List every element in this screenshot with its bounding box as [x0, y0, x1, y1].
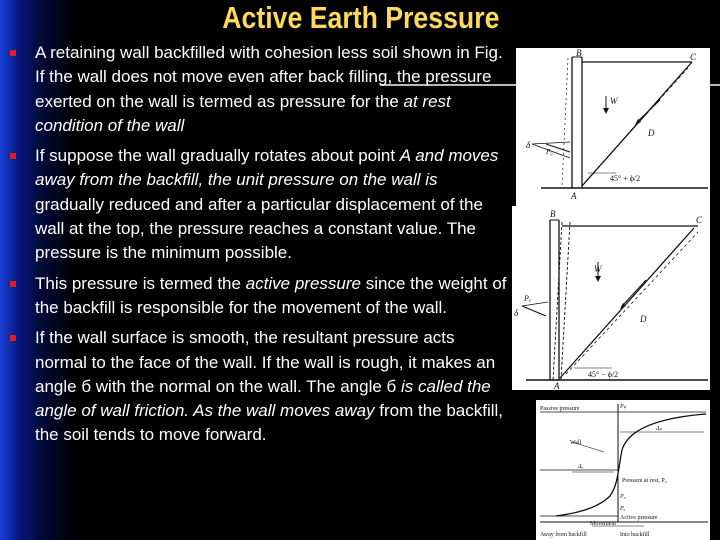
- fig1-label-p0: P₀: [546, 148, 553, 156]
- bullet-text: since the weight of the backfill is responsible for the movement of the wall.: [35, 273, 507, 317]
- bullet-item: [8, 272, 508, 321]
- fig1-label-w: W: [610, 96, 618, 106]
- fig1-label-angle: 45° + ϕ/2: [610, 174, 641, 183]
- fig3-label-da: Δₐ: [578, 464, 584, 470]
- bullet-text-italic: A and moves away from the backfill, the unit pressure on the wall is: [35, 146, 499, 190]
- bullet-item: [8, 144, 508, 265]
- bullet-text: gradually reduced and after a particular displacement of the wall at the top, the pressure reaches a constant value. The pressure is the minimum possible.: [35, 194, 483, 263]
- fig1-label-d: D: [648, 128, 655, 138]
- fig2-label-d: D: [640, 314, 647, 324]
- bullet-list: [8, 41, 508, 454]
- fig3-label-wall: Wall: [570, 440, 582, 446]
- fig1-label-b: B: [576, 48, 582, 58]
- fig3-label-active: Active pressure: [620, 515, 658, 521]
- fig3-label-movement: Movement: [590, 521, 616, 527]
- fig2-label-a: A: [554, 381, 560, 390]
- fig3-label-dp: Δₚ: [656, 426, 663, 432]
- fig3-label-into: Into backfill: [620, 532, 650, 538]
- fig2-label-angle: 45° − ϕ/2: [588, 370, 619, 379]
- fig3-label-pa: Pₐ: [620, 506, 626, 512]
- bullet-marker: [10, 153, 16, 159]
- bullet-text: from the backfill, the soil tends to move forward.: [35, 401, 504, 445]
- fig2-label-c: C: [696, 215, 703, 225]
- fig3-label-away: Away from backfill: [540, 532, 587, 538]
- fig1-label-delta: δ: [526, 140, 531, 150]
- bullet-text: This pressure is termed the: [35, 273, 246, 293]
- bullet-text: A retaining wall backfilled with cohesion less soil shown in Fig. If the wall does not move even after back filling, the pressure exerted on the wall is termed as pressure for the: [35, 43, 503, 111]
- fig3-label-p0: P₀: [620, 494, 626, 500]
- fig3-label-passive: Passive pressure: [540, 406, 580, 412]
- bullet-item: [8, 41, 508, 138]
- bullet-text-italic: active pressure: [245, 273, 361, 293]
- fig3-label-pp: Pₚ: [620, 404, 627, 410]
- bullet-text-italic: at rest condition of the wall: [35, 91, 451, 135]
- at-rest-figure: [516, 48, 710, 206]
- active-figure: [512, 206, 710, 390]
- fig1-label-a: A: [571, 191, 577, 201]
- fig2-label-delta: δ: [514, 308, 519, 318]
- pressure-movement-figure: [536, 400, 710, 540]
- bullet-item: [8, 326, 508, 447]
- slide-title: Active Earth Pressure: [222, 0, 500, 35]
- fig2-label-w: W: [594, 264, 602, 274]
- bullet-marker: [10, 281, 16, 287]
- fig2-label-b: B: [550, 209, 556, 219]
- fig1-label-c: C: [690, 52, 697, 62]
- bullet-text: If suppose the wall gradually rotates about point: [35, 146, 400, 166]
- bullet-marker: [10, 335, 16, 341]
- bullet-text-italic: is called the angle of wall friction. As the wall moves away: [35, 376, 491, 421]
- bullet-marker: [10, 50, 16, 56]
- fig3-label-at-rest: Pressure at rest, P₀: [622, 478, 667, 484]
- bullet-text: If the wall surface is smooth, the resultant pressure acts normal to the face of the wall. If the wall is rough, it makes an angle б with the normal on the wall. The angle б: [35, 328, 496, 396]
- fig2-label-pa: Pₐ: [524, 294, 532, 303]
